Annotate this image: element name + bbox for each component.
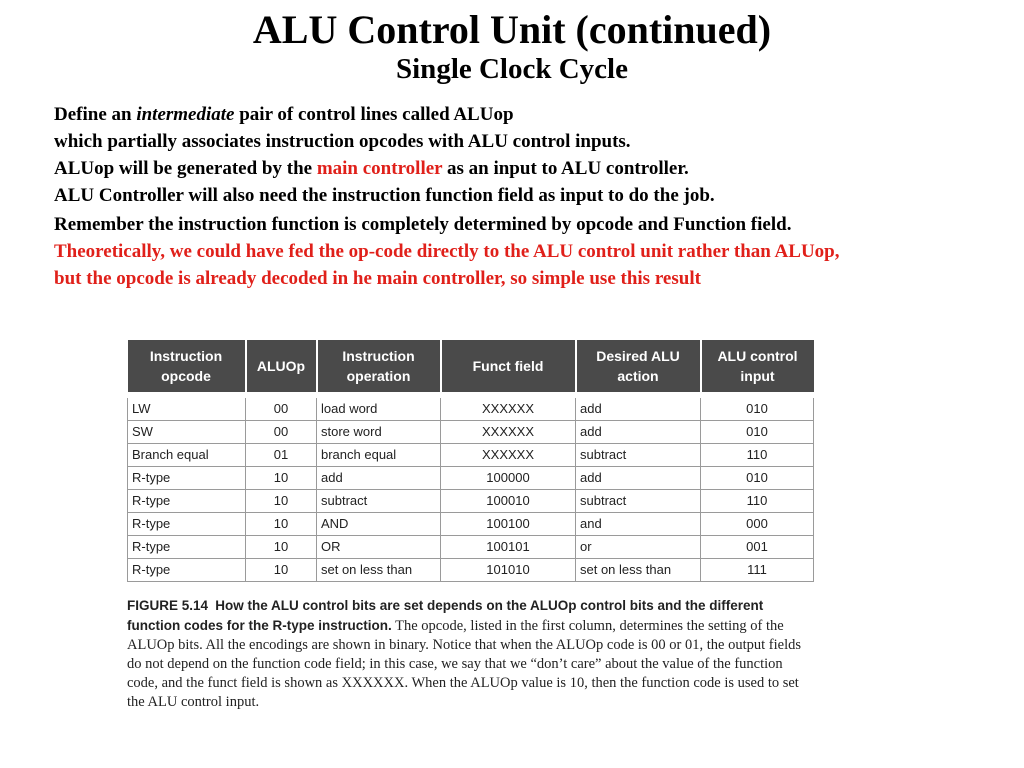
cell-control-input: 000 [701, 513, 814, 536]
cell-funct: XXXXXX [441, 444, 576, 467]
cell-opcode: R-type [128, 467, 246, 490]
table-row [128, 513, 814, 536]
cell-opcode: R-type [128, 559, 246, 582]
table-header-row [128, 340, 814, 395]
cell-opcode: Branch equal [128, 444, 246, 467]
header-funct-field: Funct field [441, 340, 576, 395]
main-controller-term: main controller [316, 158, 443, 179]
table-row [128, 467, 814, 490]
cell-control-input: 111 [701, 559, 814, 582]
header-alu-control-input: ALU control input [701, 340, 814, 395]
cell-funct: 100101 [441, 536, 576, 559]
figure-caption [127, 596, 813, 712]
cell-operation: add [317, 467, 441, 490]
cell-control-input: 110 [701, 490, 814, 513]
figure-5-14 [127, 340, 813, 712]
table-row [128, 490, 814, 513]
table-row [128, 395, 814, 421]
body-line-5: Remember the instruction function is completely determined by opcode and Function field. [54, 214, 792, 235]
cell-action: subtract [576, 444, 701, 467]
table-row [128, 536, 814, 559]
figure-caption-text: The opcode, listed in the first column, determines the setting of the ALUOp bits. All the encodings are shown in binary. Notice that when the ALUOp code is 00 or 01, the output fields do not depend on the function code field; in this case, we say that we “don’t care” about the value of the function code, and the funct field is shown as XXXXXX. When the ALUOp value is 10, then the function code is used to set the ALU control input. [127, 618, 801, 710]
cell-aluop: 10 [246, 490, 317, 513]
body-line-6: Theoretically, we could have fed the op-code directly to the ALU control unit rather than ALUop, [54, 241, 840, 262]
body-line-3 [54, 155, 1014, 182]
cell-operation: set on less than [317, 559, 441, 582]
cell-aluop: 10 [246, 536, 317, 559]
cell-aluop: 01 [246, 444, 317, 467]
table-row [128, 444, 814, 467]
alu-control-table [127, 340, 814, 582]
cell-action: set on less than [576, 559, 701, 582]
cell-action: and [576, 513, 701, 536]
cell-operation: OR [317, 536, 441, 559]
header-aluop: ALUOp [246, 340, 317, 395]
body-line-1-end: pair of control lines called ALUop [234, 104, 514, 125]
cell-aluop: 10 [246, 559, 317, 582]
cell-action: add [576, 395, 701, 421]
cell-operation: load word [317, 395, 441, 421]
cell-funct: 100000 [441, 467, 576, 490]
cell-operation: subtract [317, 490, 441, 513]
body-line-1-start: Define an [54, 104, 137, 125]
cell-funct: 100100 [441, 513, 576, 536]
cell-opcode: LW [128, 395, 246, 421]
table-row [128, 421, 814, 444]
cell-operation: branch equal [317, 444, 441, 467]
cell-opcode: R-type [128, 490, 246, 513]
body-line-1 [54, 101, 1014, 128]
header-instruction-opcode: Instruction opcode [128, 340, 246, 395]
cell-action: subtract [576, 490, 701, 513]
header-desired-alu-action: Desired ALU action [576, 340, 701, 395]
cell-control-input: 001 [701, 536, 814, 559]
cell-operation: store word [317, 421, 441, 444]
cell-funct: XXXXXX [441, 395, 576, 421]
cell-aluop: 10 [246, 513, 317, 536]
slide-title: ALU Control Unit (continued) [252, 7, 772, 52]
cell-aluop: 00 [246, 421, 317, 444]
body-line-7: but the opcode is already decoded in he main controller, so simple use this result [54, 268, 701, 289]
cell-control-input: 010 [701, 467, 814, 490]
cell-opcode: SW [128, 421, 246, 444]
cell-opcode: R-type [128, 536, 246, 559]
cell-control-input: 010 [701, 421, 814, 444]
body-line-3-end: as an input to ALU controller. [442, 158, 689, 179]
figure-label: FIGURE 5.14 [127, 598, 209, 613]
cell-funct: 101010 [441, 559, 576, 582]
cell-action: add [576, 467, 701, 490]
body-line-4: ALU Controller will also need the instruction function field as input to do the job. [54, 185, 715, 206]
cell-action: or [576, 536, 701, 559]
cell-control-input: 010 [701, 395, 814, 421]
header-instruction-operation: Instruction operation [317, 340, 441, 395]
body-line-3-start: ALUop will be generated by the [54, 158, 317, 179]
cell-action: add [576, 421, 701, 444]
figure-title: How the ALU control bits are set depends on the ALUOp control bits and the different function codes for the R-type instruction. [127, 598, 764, 633]
cell-aluop: 00 [246, 395, 317, 421]
table-row [128, 559, 814, 582]
slide-subtitle: Single Clock Cycle [396, 53, 628, 85]
intermediate-term: intermediate [136, 104, 235, 125]
body-line-2: which partially associates instruction opcodes with ALU control inputs. [54, 131, 631, 152]
cell-opcode: R-type [128, 513, 246, 536]
cell-operation: AND [317, 513, 441, 536]
cell-funct: XXXXXX [441, 421, 576, 444]
body-text [54, 101, 1014, 292]
cell-control-input: 110 [701, 444, 814, 467]
cell-aluop: 10 [246, 467, 317, 490]
cell-funct: 100010 [441, 490, 576, 513]
